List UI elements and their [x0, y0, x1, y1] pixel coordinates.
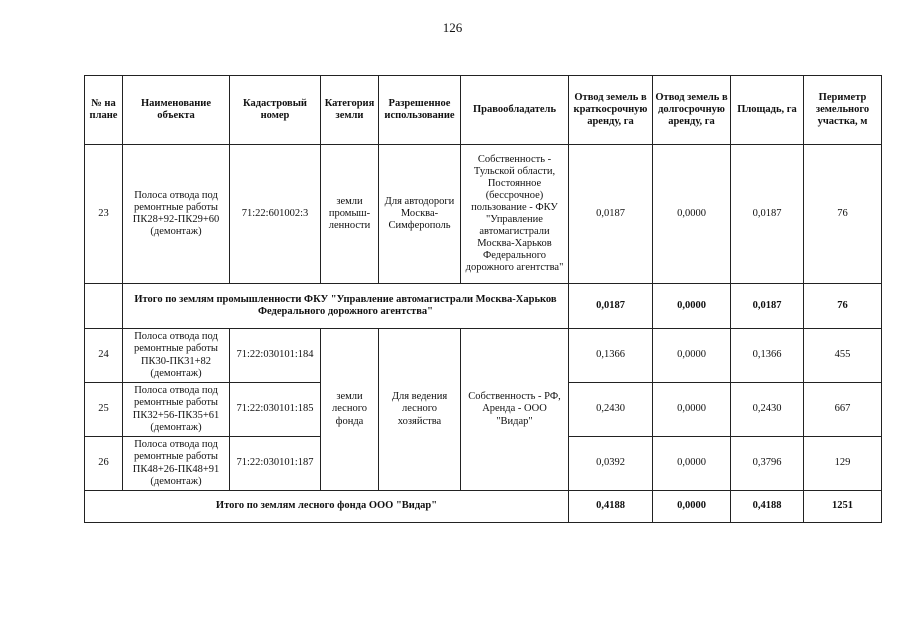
land-category: земли промыш-ленности — [321, 145, 379, 284]
row-num: 24 — [85, 329, 123, 383]
object-name: Полоса отвода под ремонтные работы ПК30-ПК31+82 (демонтаж) — [123, 329, 230, 383]
header-row — [85, 76, 882, 145]
subtotal-row — [85, 284, 882, 329]
table-row — [85, 329, 882, 383]
perimeter: 76 — [804, 145, 882, 284]
perimeter: 455 — [804, 329, 882, 383]
object-name: Полоса отвода под ремонтные работы ПК48+26-ПК48+91 (демонтаж) — [123, 437, 230, 491]
short-lease: 0,4188 — [569, 491, 653, 523]
area: 0,0187 — [731, 145, 804, 284]
row-num: 23 — [85, 145, 123, 284]
cadastral-number: 71:22:601002:3 — [230, 145, 321, 284]
header-category: Категория земли — [321, 76, 379, 145]
header-permitted-use: Разрешенное использование — [379, 76, 461, 145]
area: 0,4188 — [731, 491, 804, 523]
long-lease: 0,0000 — [653, 437, 731, 491]
area: 0,0187 — [731, 284, 804, 329]
area: 0,2430 — [731, 383, 804, 437]
empty-cell — [85, 284, 123, 329]
header-num: № на плане — [85, 76, 123, 145]
table-row — [85, 145, 882, 284]
long-lease: 0,0000 — [653, 491, 731, 523]
long-lease: 0,0000 — [653, 329, 731, 383]
perimeter: 1251 — [804, 491, 882, 523]
header-name: Наименование объекта — [123, 76, 230, 145]
area: 0,1366 — [731, 329, 804, 383]
perimeter: 129 — [804, 437, 882, 491]
subtotal-row — [85, 491, 882, 523]
object-name: Полоса отвода под ремонтные работы ПК32+56-ПК35+61 (демонтаж) — [123, 383, 230, 437]
subtotal-label: Итого по землям лесного фонда ООО "Видар" — [85, 491, 569, 523]
short-lease: 0,1366 — [569, 329, 653, 383]
header-long-lease: Отвод земель в долгосрочную аренду, га — [653, 76, 731, 145]
long-lease: 0,0000 — [653, 145, 731, 284]
header-perimeter: Периметр земельного участка, м — [804, 76, 882, 145]
cadastral-number: 71:22:030101:184 — [230, 329, 321, 383]
header-short-lease: Отвод земель в краткосрочную аренду, га — [569, 76, 653, 145]
short-lease: 0,0187 — [569, 284, 653, 329]
area: 0,3796 — [731, 437, 804, 491]
subtotal-label: Итого по землям промышленности ФКУ "Управление автомагистрали Москва-Харьков Федерального дорожного агентства" — [123, 284, 569, 329]
header-owner: Правообладатель — [461, 76, 569, 145]
header-area: Площадь, га — [731, 76, 804, 145]
land-category: земли лесного фонда — [321, 329, 379, 491]
short-lease: 0,2430 — [569, 383, 653, 437]
owner: Собственность - РФ, Аренда - ООО "Видар" — [461, 329, 569, 491]
row-num: 26 — [85, 437, 123, 491]
permitted-use: Для автодороги Москва-Симферополь — [379, 145, 461, 284]
cadastral-number: 71:22:030101:185 — [230, 383, 321, 437]
long-lease: 0,0000 — [653, 284, 731, 329]
cadastral-number: 71:22:030101:187 — [230, 437, 321, 491]
long-lease: 0,0000 — [653, 383, 731, 437]
object-name: Полоса отвода под ремонтные работы ПК28+92-ПК29+60 (демонтаж) — [123, 145, 230, 284]
land-allocation-table — [84, 75, 882, 523]
page-number: 126 — [442, 20, 463, 35]
perimeter: 667 — [804, 383, 882, 437]
permitted-use: Для ведения лесного хозяйства — [379, 329, 461, 491]
short-lease: 0,0187 — [569, 145, 653, 284]
perimeter: 76 — [804, 284, 882, 329]
owner: Собственность - Тульской области, Постоянное (бессрочное) пользование - ФКУ "Управление автомагистрали Москва-Харьков Федерального дорожного агентства" — [461, 145, 569, 284]
short-lease: 0,0392 — [569, 437, 653, 491]
header-cadastral: Кадастровый номер — [230, 76, 321, 145]
row-num: 25 — [85, 383, 123, 437]
